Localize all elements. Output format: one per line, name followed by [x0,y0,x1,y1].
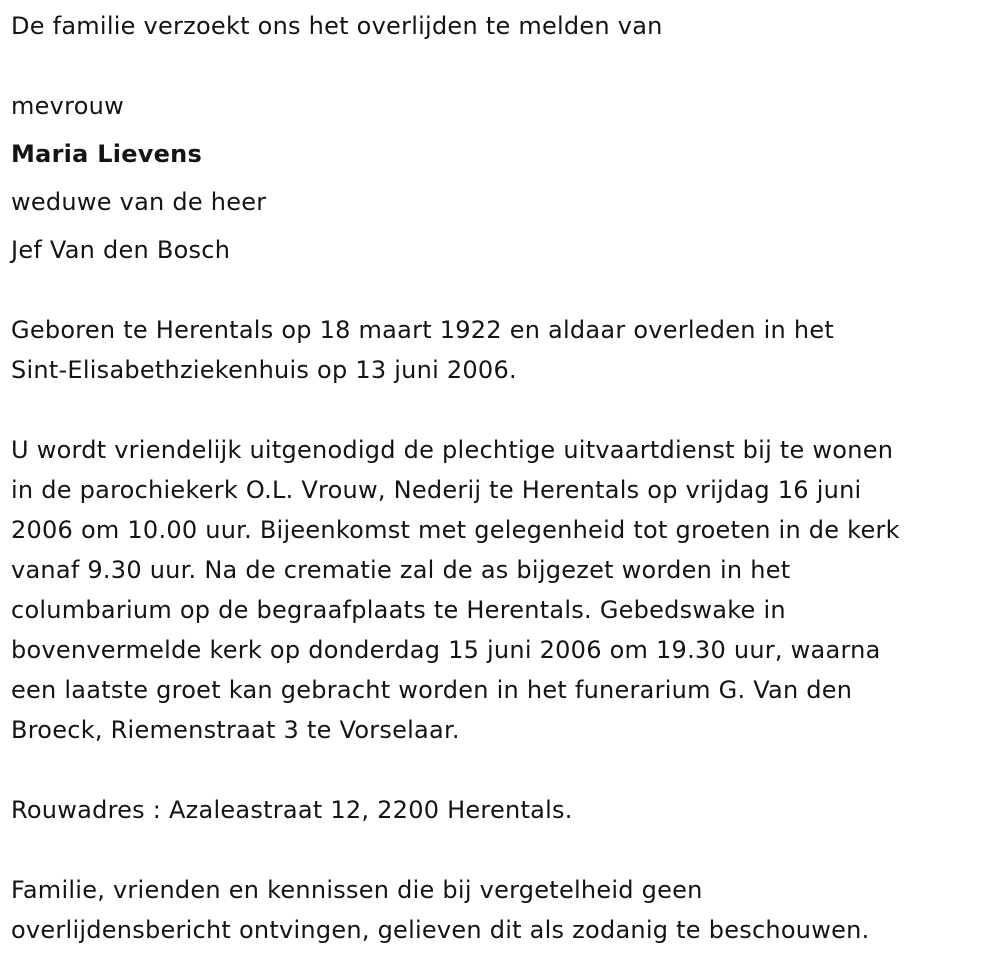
ceremony-line: U wordt vriendelijk uitgenodigd de plechtige uitvaartdienst bij te wonen [11,436,894,464]
deceased-name: Maria Lievens [11,140,203,168]
intro-text: De familie verzoekt ons het overlijden te melden van [11,12,663,40]
closing-line: overlijdensbericht ontvingen, gelieven dit als zodanig te beschouwen. [11,916,870,944]
spouse-name: Jef Van den Bosch [11,236,231,264]
birth-death-line: Sint-Elisabethziekenhuis op 13 juni 2006. [11,356,517,384]
ceremony-line: in de parochiekerk O.L. Vrouw, Nederij te Herentals op vrijdag 16 juni [11,476,862,504]
salutation: mevrouw [11,92,124,120]
ceremony-line: 2006 om 10.00 uur. Bijeenkomst met gelegenheid tot groeten in de kerk [11,516,900,544]
ceremony-line: een laatste groet kan gebracht worden in het funerarium G. Van den [11,676,853,704]
widow-of-text: weduwe van de heer [11,188,267,216]
ceremony-line: Broeck, Riemenstraat 3 te Vorselaar. [11,716,460,744]
birth-death-line: Geboren te Herentals op 18 maart 1922 en aldaar overleden in het [11,316,835,344]
ceremony-line: columbarium op de begraafplaats te Herentals. Gebedswake in [11,596,786,624]
ceremony-line: bovenvermelde kerk op donderdag 15 juni 2006 om 19.30 uur, waarna [11,636,881,664]
ceremony-line: vanaf 9.30 uur. Na de crematie zal de as bijgezet worden in het [11,556,791,584]
mourning-address: Rouwadres : Azaleastraat 12, 2200 Herentals. [11,796,573,824]
closing-line: Familie, vrienden en kennissen die bij vergetelheid geen [11,876,703,904]
